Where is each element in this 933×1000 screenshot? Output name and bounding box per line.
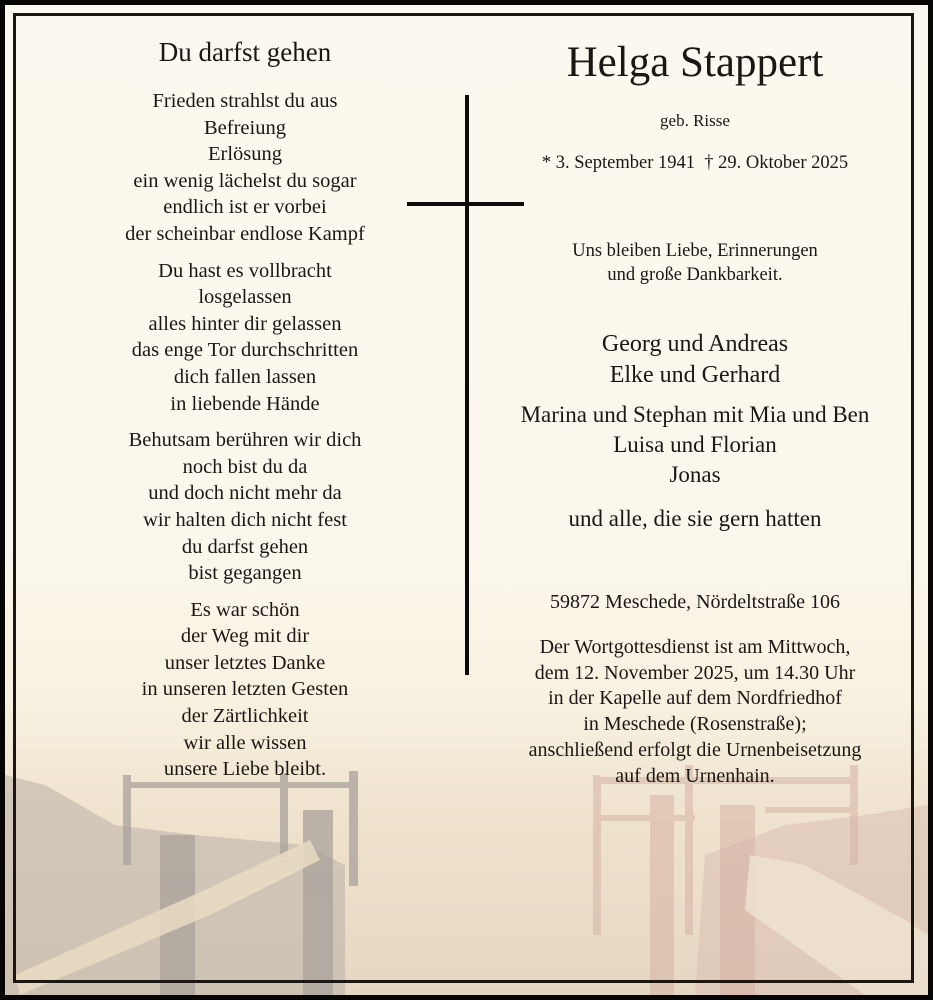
family-group-others <box>480 504 910 534</box>
poem-line: Erlösung <box>207 143 283 166</box>
poem-line: ein wenig lächelst du sogar <box>133 169 357 192</box>
poem-line: Befreiung <box>204 116 286 139</box>
poem-stanza-4 <box>45 597 445 783</box>
poem-line: bist gegangen <box>188 562 302 585</box>
family-line: und alle, die sie gern hatten <box>568 506 822 531</box>
poem-line: und doch nicht mehr da <box>148 482 342 505</box>
service-line: auf dem Urnenhain. <box>615 764 775 787</box>
family-line: Marina und Stephan mit Mia und Ben <box>520 402 870 427</box>
announcement-column <box>480 35 910 789</box>
service-line: anschließend erfolgt die Urnenbeisetzung <box>528 738 862 761</box>
poem-line: Es war schön <box>190 598 300 621</box>
poem-line: dich fallen lassen <box>173 365 317 388</box>
thanks-message <box>480 239 910 287</box>
poem-title: Du darfst gehen <box>158 37 332 67</box>
thanks-line: und große Dankbarkeit. <box>607 265 783 285</box>
poem-line: Du hast es vollbracht <box>158 259 332 282</box>
poem-line: das enge Tor durchschritten <box>131 339 359 362</box>
poem-line: unser letztes Danke <box>164 651 326 674</box>
poem-line: Behutsam berühren wir dich <box>128 429 362 452</box>
poem-stanza-1 <box>45 88 445 248</box>
poem-line: alles hinter dir gelassen <box>148 312 342 335</box>
poem-line: noch bist du da <box>182 455 308 478</box>
family-line: Elke und Gerhard <box>609 362 781 388</box>
service-line: in Meschede (Rosenstraße); <box>583 713 807 736</box>
funeral-service-info <box>480 635 910 789</box>
family-group-children <box>480 329 910 391</box>
poem-line: der Zärtlichkeit <box>181 705 309 728</box>
poem-line: der Weg mit dir <box>180 625 310 648</box>
family-line: Luisa und Florian <box>613 432 777 457</box>
poem-line: endlich ist er vorbei <box>163 196 327 219</box>
poem-line: unsere Liebe bleibt. <box>163 758 327 781</box>
thanks-line: Uns bleiben Liebe, Erinnerungen <box>572 241 818 261</box>
poem-line: du darfst gehen <box>181 535 309 558</box>
maiden-name: geb. Risse <box>660 111 730 130</box>
poem-line: losgelassen <box>198 286 292 309</box>
mourning-address: 59872 Meschede, Nördeltstraße 106 <box>550 591 840 613</box>
family-group-grandchildren <box>480 400 910 490</box>
poem-line: wir alle wissen <box>183 731 307 754</box>
poem-line: der scheinbar endlose Kampf <box>125 222 365 245</box>
poem-line: in liebende Hände <box>170 392 320 415</box>
family-line: Georg und Andreas <box>601 331 789 357</box>
cross-icon-vertical-bar <box>465 95 469 675</box>
obituary-card <box>5 5 928 995</box>
poem-stanza-2 <box>45 258 445 418</box>
family-line: Jonas <box>669 462 721 487</box>
deceased-name: Helga Stappert <box>566 39 824 86</box>
service-line: Der Wortgottesdienst ist am Mittwoch, <box>539 636 851 658</box>
poem-line: in unseren letzten Gesten <box>141 678 349 701</box>
life-dates: * 3. September 1941 † 29. Oktober 2025 <box>541 153 849 173</box>
poem-line: Frieden strahlst du aus <box>152 90 338 112</box>
service-line: in der Kapelle auf dem Nordfriedhof <box>548 687 842 710</box>
poem-stanza-3 <box>45 427 445 587</box>
poem-line: wir halten dich nicht fest <box>143 508 347 531</box>
service-line: dem 12. November 2025, um 14.30 Uhr <box>534 661 856 684</box>
poem-column <box>45 35 445 793</box>
